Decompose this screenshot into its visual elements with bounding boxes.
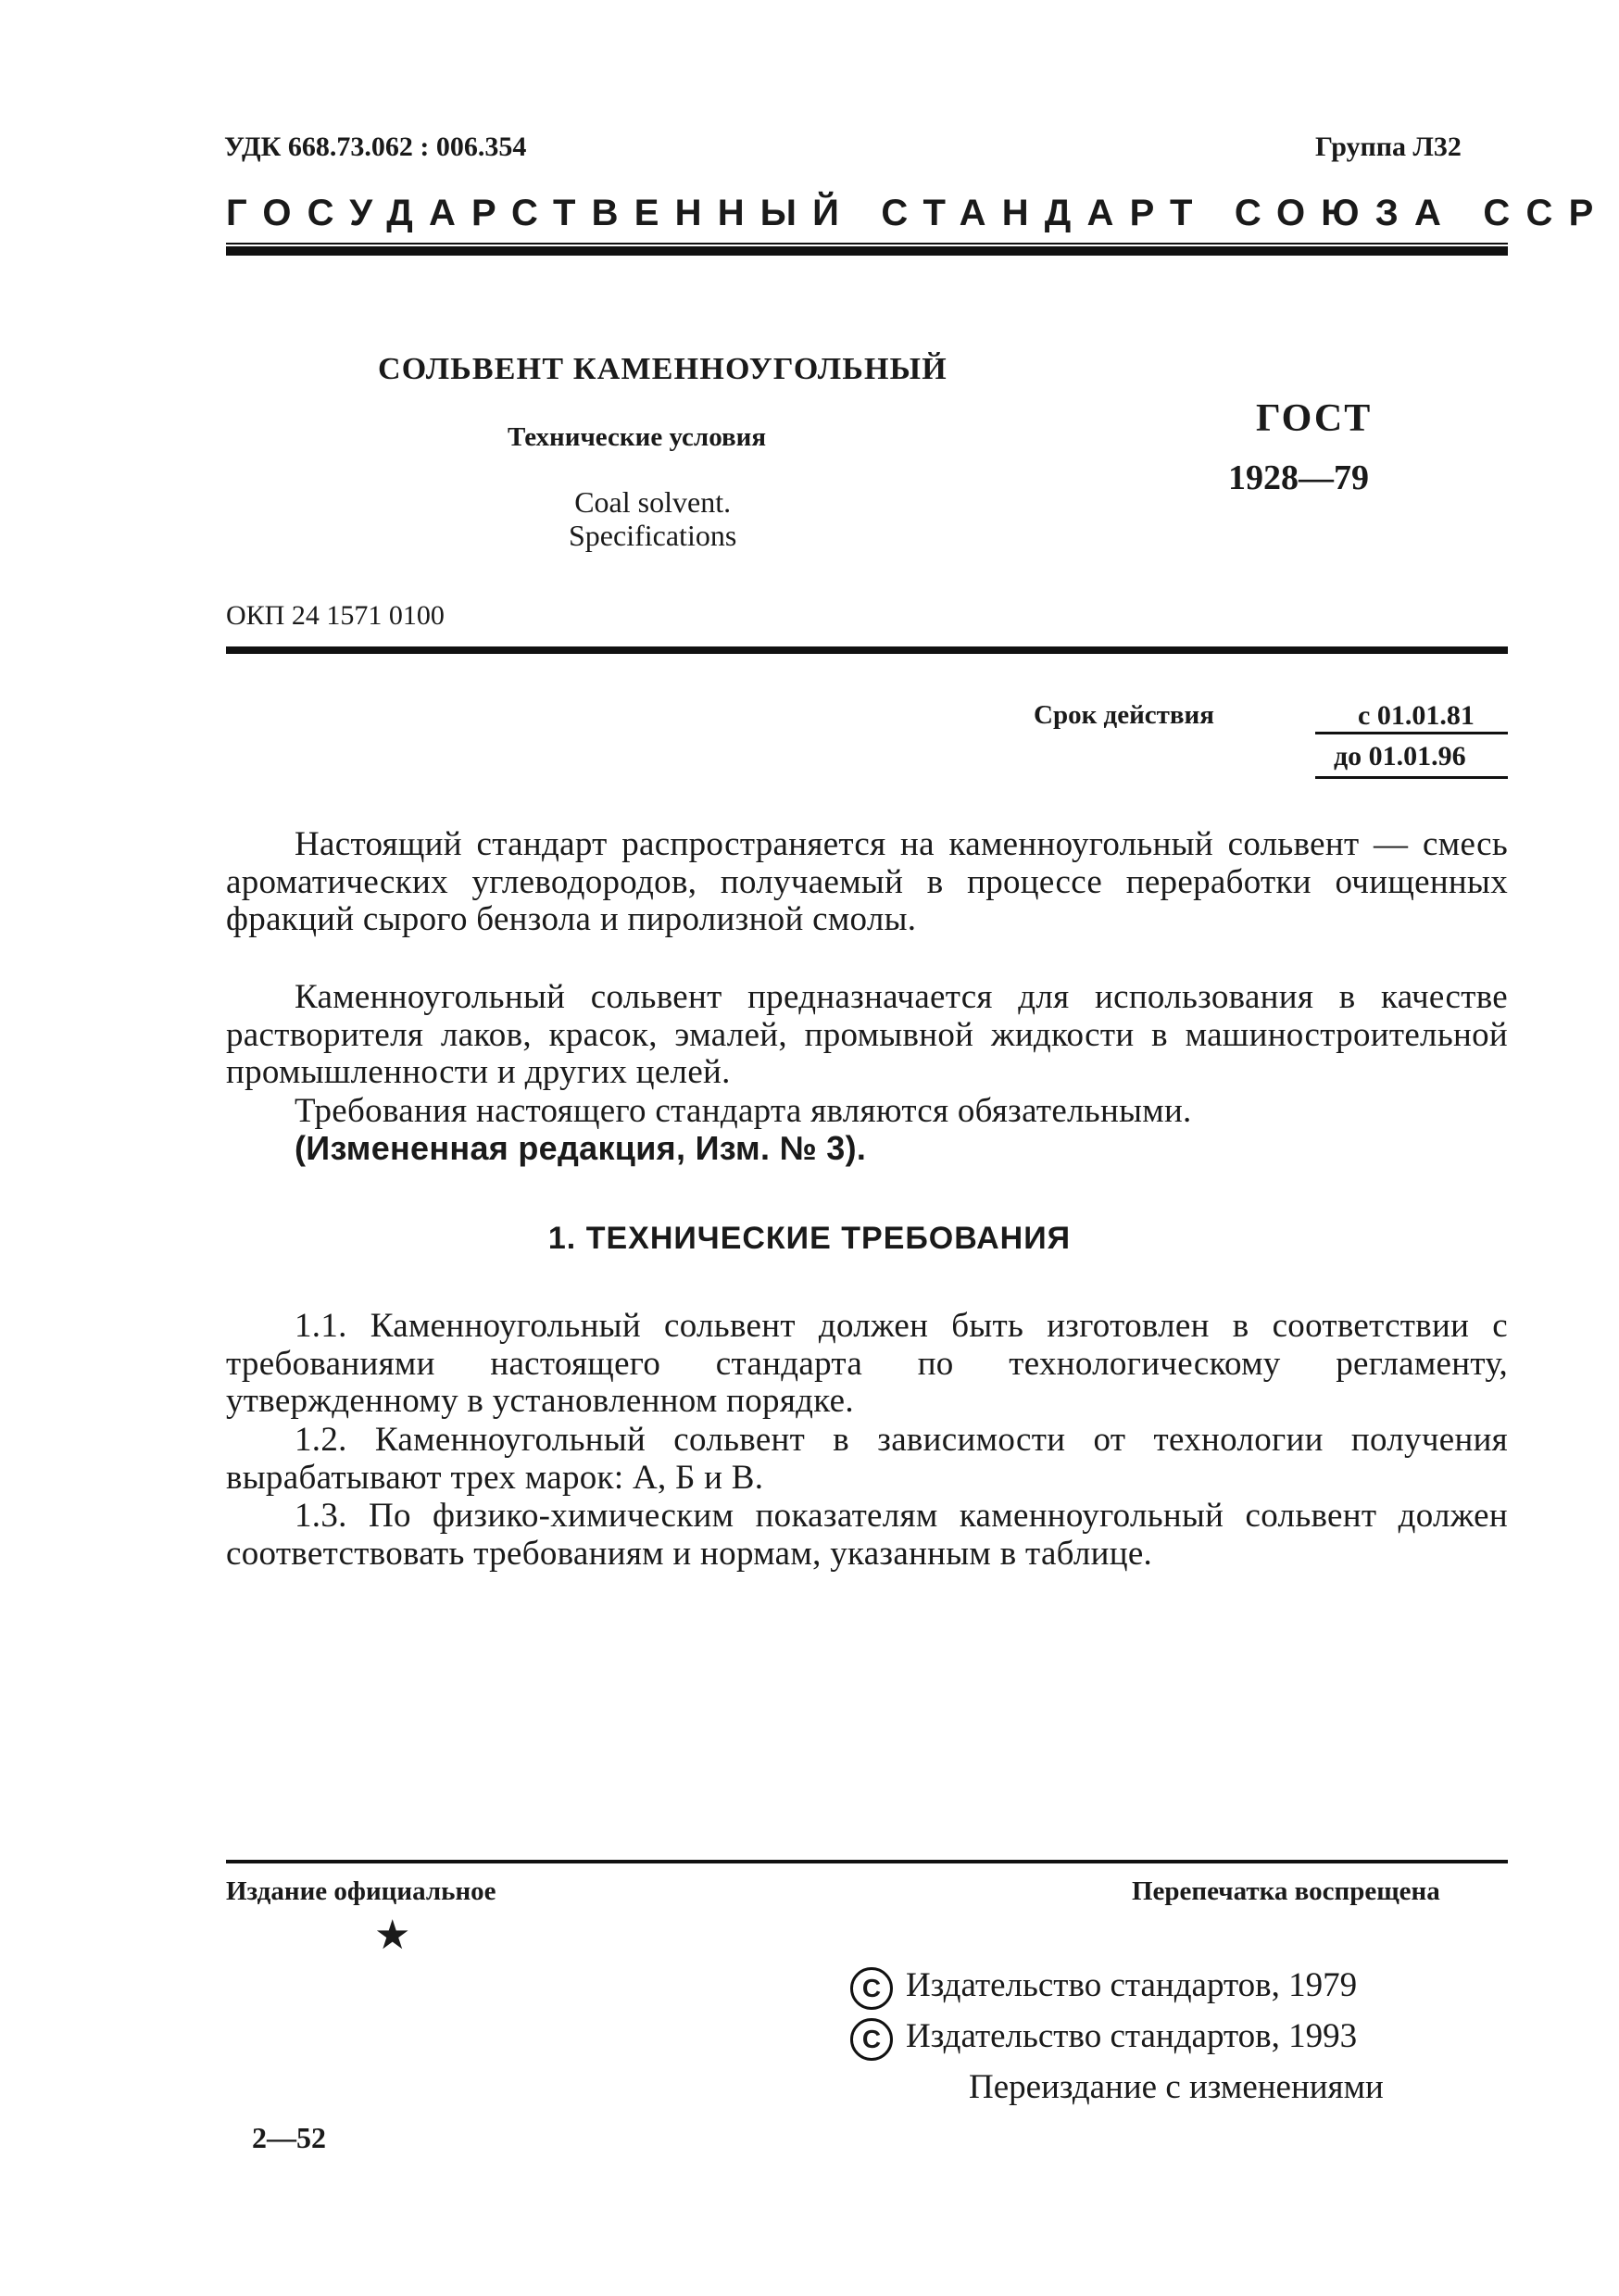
copyright-line-1979 (850, 1965, 1357, 2010)
document-title: СОЛЬВЕНТ КАМЕННОУГОЛЬНЫЙ (378, 352, 948, 386)
copyright-text: Издательство стандартов, 1979 (906, 1966, 1358, 2004)
english-title-line1: Coal solvent. (574, 485, 732, 519)
validity-to: до 01.01.96 (1334, 741, 1466, 772)
section-heading: 1. ТЕХНИЧЕСКИЕ ТРЕБОВАНИЯ (547, 1221, 1072, 1256)
no-reprint-label: Перепечатка воспрещена (1132, 1876, 1440, 1906)
english-title (569, 485, 736, 552)
clause-1-3: 1.3. По физико-химическим показателям каменноугольный сольвент должен соответствовать требованиям и нормам, указанным в таблице. (226, 1497, 1508, 1573)
copyright-icon: C (850, 1967, 893, 2010)
validity-label: Срок действия (1034, 700, 1214, 730)
group-code: Группа Л32 (1315, 132, 1462, 162)
document-subtitle: Технические условия (508, 422, 767, 452)
gost-number: 1928—79 (1228, 458, 1369, 497)
okp-code: ОКП 24 1571 0100 (226, 600, 445, 631)
clause-1-2: 1.2. Каменноугольный сольвент в зависимости от технологии получения вырабатывают трех марок: А, Б и В. (226, 1421, 1508, 1497)
bottom-rule (226, 1860, 1508, 1863)
clause-1-1: 1.1. Каменноугольный сольвент должен быть изготовлен в соответствии с требованиями настоящего стандарта по технологическому регламенту, утвержденному в установленном порядке. (226, 1307, 1508, 1420)
amendment-note: (Измененная редакция, Изм. № 3). (295, 1129, 867, 1167)
english-title-line2: Specifications (569, 519, 737, 552)
reissue-note: Переиздание с изменениями (969, 2068, 1384, 2106)
udk-code: УДК 668.73.062 : 006.354 (224, 132, 527, 162)
middle-rule (226, 646, 1508, 654)
top-rule (226, 246, 1508, 256)
paragraph-scope: Настоящий стандарт распространяется на каменноугольный сольвент — смесь ароматических углеводородов, получаемый в процессе переработки очищенных фракций сырого бензола и пиролизной смолы. (226, 825, 1508, 938)
copyright-icon: C (850, 2018, 893, 2061)
star-icon: ★ (374, 1913, 411, 1958)
copyright-text: Издательство стандартов, 1993 (906, 2017, 1358, 2055)
paragraph-purpose: Каменноугольный сольвент предназначается для использования в качестве растворителя лаков, красок, эмалей, промывной жидкости в машиностроительной промышленности и других целей. (226, 978, 1508, 1091)
validity-underline-to (1315, 776, 1508, 779)
page-number: 2—52 (252, 2121, 326, 2154)
official-edition-label: Издание официальное (226, 1876, 496, 1906)
validity-underline-from (1315, 732, 1508, 734)
top-rule-thin (226, 243, 1508, 245)
copyright-line-1993 (850, 2016, 1357, 2061)
paragraph-mandatory: Требования настоящего стандарта являются обязательными. (295, 1092, 1192, 1130)
state-standard-heading: ГОСУДАРСТВЕННЫЙ СТАНДАРТ СОЮЗА ССР (226, 193, 1610, 233)
gost-label: ГОСТ (1256, 397, 1373, 440)
validity-from: с 01.01.81 (1358, 700, 1475, 731)
